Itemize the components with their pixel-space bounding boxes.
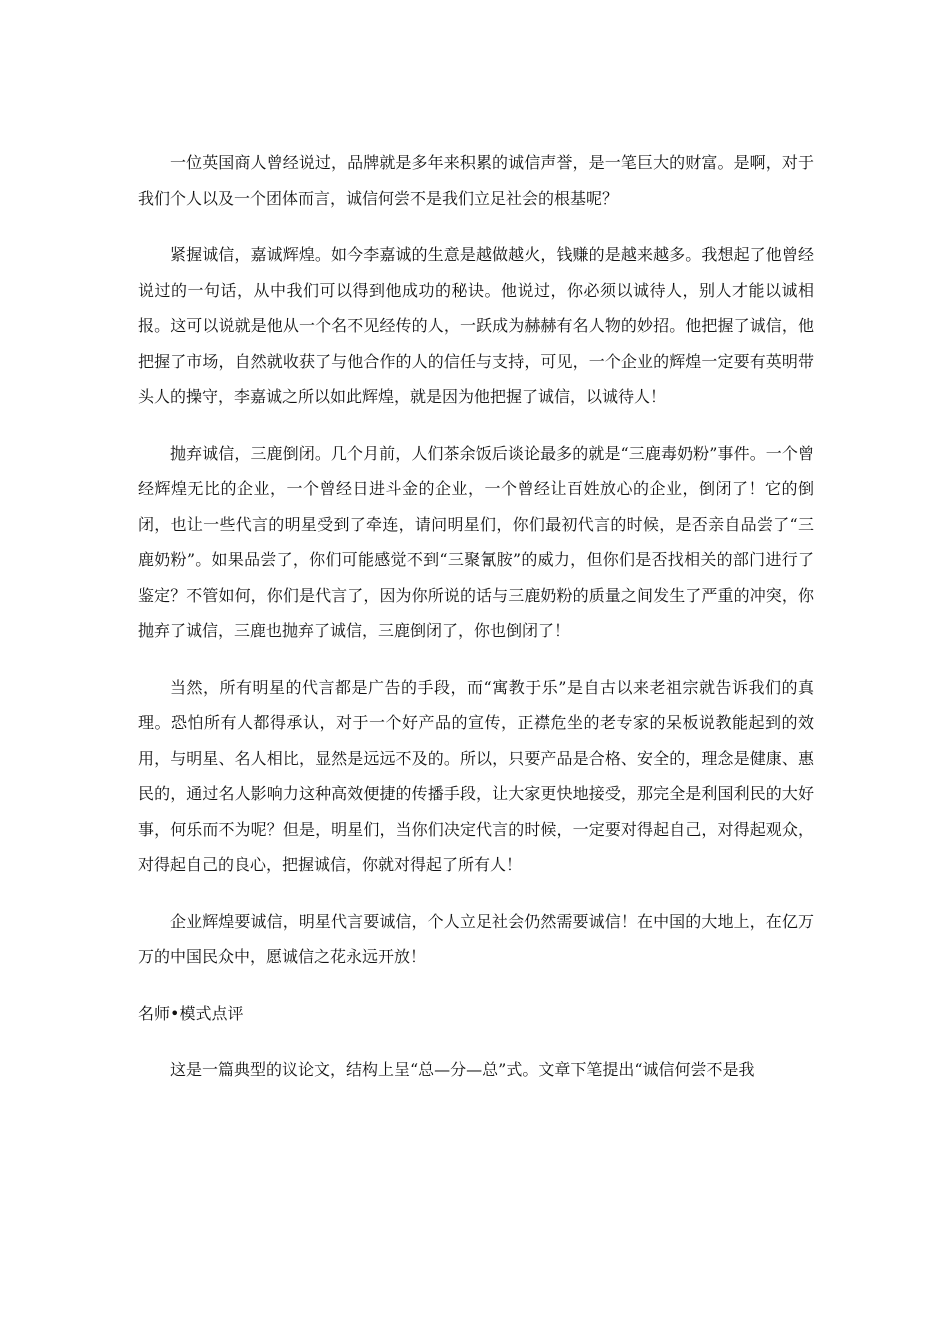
paragraph-intro: 一位英国商人曾经说过，品牌就是多年来积累的诚信声誉，是一笔巨大的财富。是啊，对于我们个人以及一个团体而言，诚信何尝不是我们立足社会的根基呢？: [138, 153, 814, 208]
paragraph-celebrity-endorsement: 当然，所有明星的代言都是广告的手段，而“寓教于乐”是自古以来老祖宗就告诉我们的真理。恐怕所有人都得承认，对于一个好产品的宣传，正襟危坐的老专家的呆板说教能起到的效用，与明星、名人相比，显然是远远不及的。所以，只要产品是合格、安全的，理念是健康、惠民的，通过名人影响力这种高效便捷的传播手段，让大家更快地接受，那完全是利国利民的大好事，何乐而不为呢？但是，明星们，当你们决定代言的时候，一定要对得起自己，对得起观众，对得起自己的良心，把握诚信，你就对得起了所有人！: [138, 677, 814, 874]
paragraph-sanlu: 抛弃诚信，三鹿倒闭。几个月前，人们茶余饭后谈论最多的就是“三鹿毒奶粉”事件。一个曾经辉煌无比的企业，一个曾经日进斗金的企业，一个曾经让百姓放心的企业，倒闭了！它的倒闭，也让一些代言的明星受到了牵连，请问明星们，你们最初代言的时候，是否亲自品尝了“三鹿奶粉”。如果品尝了，你们可能感觉不到“三聚氰胺”的威力，但你们是否找相关的部门进行了鉴定？不管如何，你们是代言了，因为你所说的话与三鹿奶粉的质量之间发生了严重的冲突，你抛弃了诚信，三鹿也抛弃了诚信，三鹿倒闭了，你也倒闭了！: [138, 443, 814, 640]
review-paragraph: 这是一篇典型的议论文，结构上呈“总—分—总”式。文章下笔提出“诚信何尝不是我: [170, 1060, 755, 1079]
review-heading: 名师•模式点评: [138, 1003, 244, 1023]
paragraph-li-jiacheng: 紧握诚信，嘉诚辉煌。如今李嘉诚的生意是越做越火，钱赚的是越来越多。我想起了他曾经说过的一句话，从中我们可以得到他成功的秘诀。他说过，你必须以诚待人，别人才能以诚相报。这可以说就是他从一个名不见经传的人，一跃成为赫赫有名人物的妙招。他把握了诚信，他把握了市场，自然就收获了与他合作的人的信任与支持，可见，一个企业的辉煌一定要有英明带头人的操守，李嘉诚之所以如此辉煌，就是因为他把握了诚信，以诚待人！: [138, 245, 814, 406]
paragraph-conclusion: 企业辉煌要诚信，明星代言要诚信，个人立足社会仍然需要诚信！在中国的大地上，在亿万万的中国民众中，愿诚信之花永远开放！: [138, 911, 814, 966]
document-page: [138, 145, 814, 1109]
